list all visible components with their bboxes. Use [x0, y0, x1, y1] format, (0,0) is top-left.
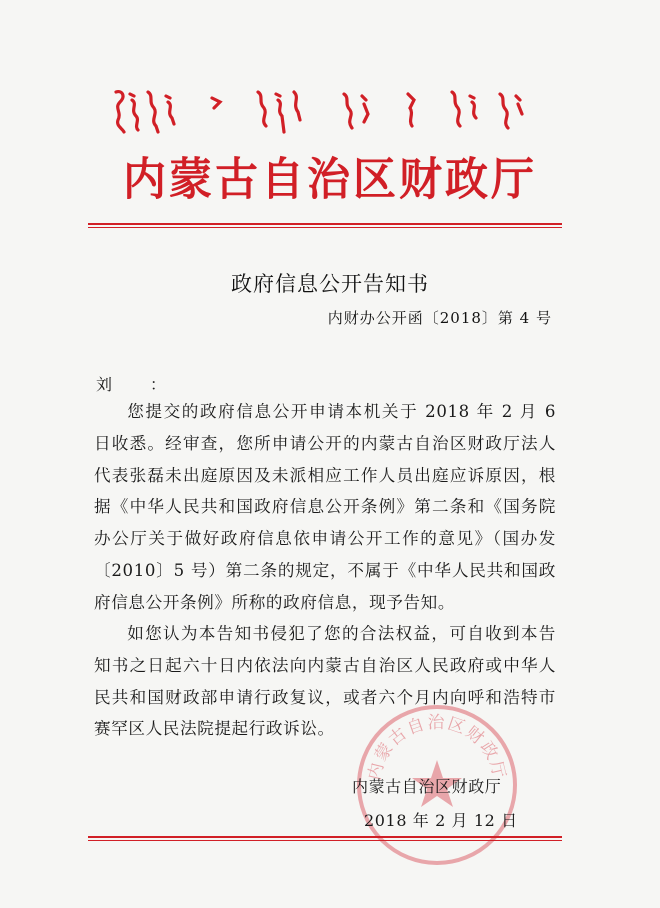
signature-date: 2018 年 2 月 12 日	[364, 811, 518, 830]
seal-text: 内蒙古自治区财政厅	[364, 713, 510, 783]
recipient-name: 刘	[96, 375, 113, 394]
red-rule-bottom	[88, 836, 562, 838]
recipient-colon: ：	[150, 375, 167, 394]
red-rule-bottom-thin	[88, 840, 562, 841]
red-rule-top-thin	[88, 227, 562, 228]
red-rule-top	[88, 223, 562, 225]
body-paragraph-1: 您提交的政府信息公开申请本机关于 2018 年 2 月 6 日收悉。经审查，您所申请公开的内蒙古自治区财政厅法人代表张磊未出庭原因及未派相应工作人员出庭应诉原因，根据《中华人民共和国政府信息公开条例》第二条和《国务院办公厅关于做好政府信息依申请公开工作的意见》（国办发〔2010〕5 号）第二条的规定，不属于《中华人民共和国政府信息公开条例》所称的政府信息，现予告知。	[94, 402, 556, 612]
mongolian-script-header	[108, 86, 528, 138]
mongolian-line-text: ᠥᠪᠥᠷ ᠮᠣᠩᠭᠣᠯ ᠤᠨ ᠥᠪᠡᠷᠲᠡᠭᠡᠨ ᠵᠠᠰᠠᠬᠤ ᠣᠷᠣᠨ ᠤ ᠰᠠᠩᠬᠦᠦ ᠶᠢᠨ ᠲᠢᠩᠬᠢᠮ	[318, 136, 346, 137]
issuer-letterhead-title: 内蒙古自治区财政厅	[123, 153, 537, 207]
document-title: 政府信息公开告知书	[231, 272, 429, 296]
body-paragraph-2: 如您认为本告知书侵犯了您的合法权益，可自收到本告知书之日起六十日内依法向内蒙古自治区人民政府或中华人民共和国财政部申请行政复议，或者六个月内向呼和浩特市赛罕区人民法院提起行政诉讼。	[94, 624, 556, 739]
signature-organization: 内蒙古自治区财政厅	[352, 777, 502, 796]
document-number: 内财办公开函〔2018〕第 4 号	[327, 309, 552, 327]
